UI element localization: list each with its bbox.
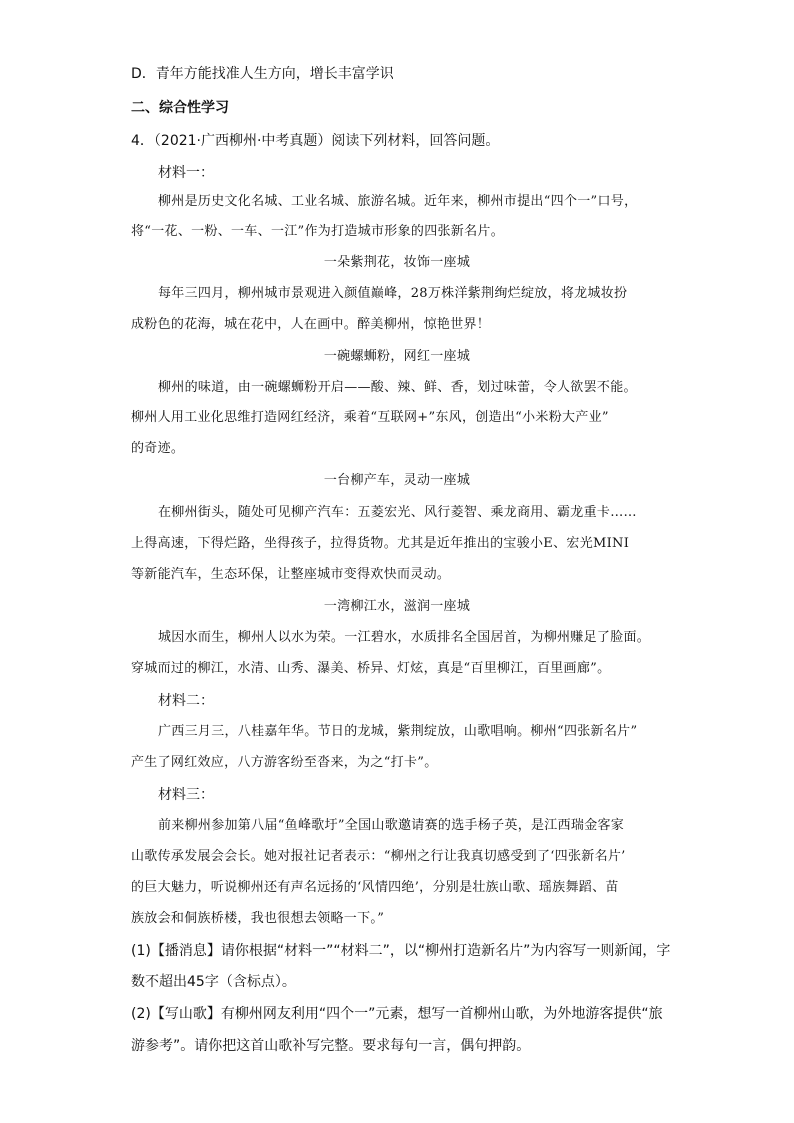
sub-question-2-line-1: (2)【写山歌】有柳州网友利用“四个一”元素，想写一首柳州山歌，为外地游客提供“旅 xyxy=(131,1006,663,1022)
sub-question-1-line-2: 数不超出45字（含标点）。 xyxy=(131,974,296,990)
sub-question-1-line-1: (1)【播消息】请你根据“材料一”“材料二”，以“柳州打造新名片”为内容写一则新闻，字 xyxy=(131,943,671,959)
material1-sub3-1: 在柳州街头，随处可见柳产汽车：五菱宏光、风行菱智、乘龙商用、霸龙重卡…… xyxy=(158,505,637,520)
material3-line-4: 族放会和侗族桥楼，我也很想去领略一下。” xyxy=(131,911,385,926)
material1-sub1-title: 一朵紫荆花，妆饰一座城 xyxy=(323,255,471,270)
material2-line-1: 广西三月三，八桂嘉年华。节日的龙城，紫荆绽放，山歌唱响。柳州“四张新名片” xyxy=(158,724,638,739)
material1-intro-1: 柳州是历史文化名城、工业名城、旅游名城。近年来，柳州市提出“四个一”口号， xyxy=(158,194,638,209)
material3-line-3: 的巨大魅力，听说柳州还有声名远扬的‘风情四绝’，分别是壮族山歌、瑶族舞蹈、苗 xyxy=(131,880,619,895)
material1-sub2-title: 一碗螺蛳粉，网红一座城 xyxy=(323,349,471,364)
material1-intro-2: 将“一花、一粉、一车、一江”作为打造城市形象的四张新名片。 xyxy=(131,224,504,239)
material1-sub3-3: 等新能汽车，生态环保，让整座城市变得欢快而灵动。 xyxy=(131,567,451,582)
sub-question-2-line-2: 游参考”。请你把这首山歌补写完整。要求每句一言，偶句押韵。 xyxy=(131,1038,531,1054)
material1-sub4-2: 穿城而过的柳江，水清、山秀、瀑美、桥异、灯炫，真是“百里柳江，百里画廊”。 xyxy=(131,661,611,676)
material1-sub4-title: 一湾柳江水，滋润一座城 xyxy=(323,599,471,614)
material1-sub2-2: 柳州人用工业化思维打造网红经济，乘着“互联网+”东风，创造出“小米粉大产业” xyxy=(131,410,609,425)
material1-sub4-1: 城因水而生，柳州人以水为荣。一江碧水，水质排名全国居首，为柳州赚足了脸面。 xyxy=(158,630,651,645)
material1-label: 材料一： xyxy=(158,165,214,181)
material2-line-2: 产生了网红效应，八方游客纷至沓来，为之“打卡”。 xyxy=(131,755,438,770)
material3-label: 材料三： xyxy=(158,787,214,803)
material2-label: 材料二： xyxy=(158,693,214,709)
question-4: 4．（2021·广西柳州·中考真题）阅读下列材料，回答问题。 xyxy=(131,133,500,149)
option-d: D．青年方能找准人生方向，增长丰富学识 xyxy=(131,66,394,82)
material1-sub2-1: 柳州的味道，由一碗螺蛳粉开启——酸、辣、鲜、香，划过味蕾，令人欲罢不能。 xyxy=(158,380,637,395)
material3-line-1: 前来柳州参加第八届“鱼峰歌圩”全国山歌邀请赛的选手杨子英，是江西瑞金客家 xyxy=(158,818,625,833)
material1-sub1-1: 每年三四月，柳州城市景观进入颜值巅峰，28万株洋紫荆绚烂绽放，将龙城妆扮 xyxy=(158,286,628,301)
material1-sub3-title: 一台柳产车，灵动一座城 xyxy=(323,473,471,488)
material1-sub2-3: 的奇迹。 xyxy=(131,441,185,456)
material1-sub3-2: 上得高速，下得烂路，坐得孩子，拉得货物。尤其是近年推出的宝骏小E、宏光MINI xyxy=(131,536,630,551)
material3-line-2: 山歌传承发展会会长。她对报社记者表示：“柳州之行让我真切感受到了‘四张新名片’ xyxy=(131,849,626,864)
section-title: 二、综合性学习 xyxy=(131,100,229,116)
material1-sub1-2: 成粉色的花海，城在花中，人在画中。醉美柳州，惊艳世界！ xyxy=(131,317,491,332)
